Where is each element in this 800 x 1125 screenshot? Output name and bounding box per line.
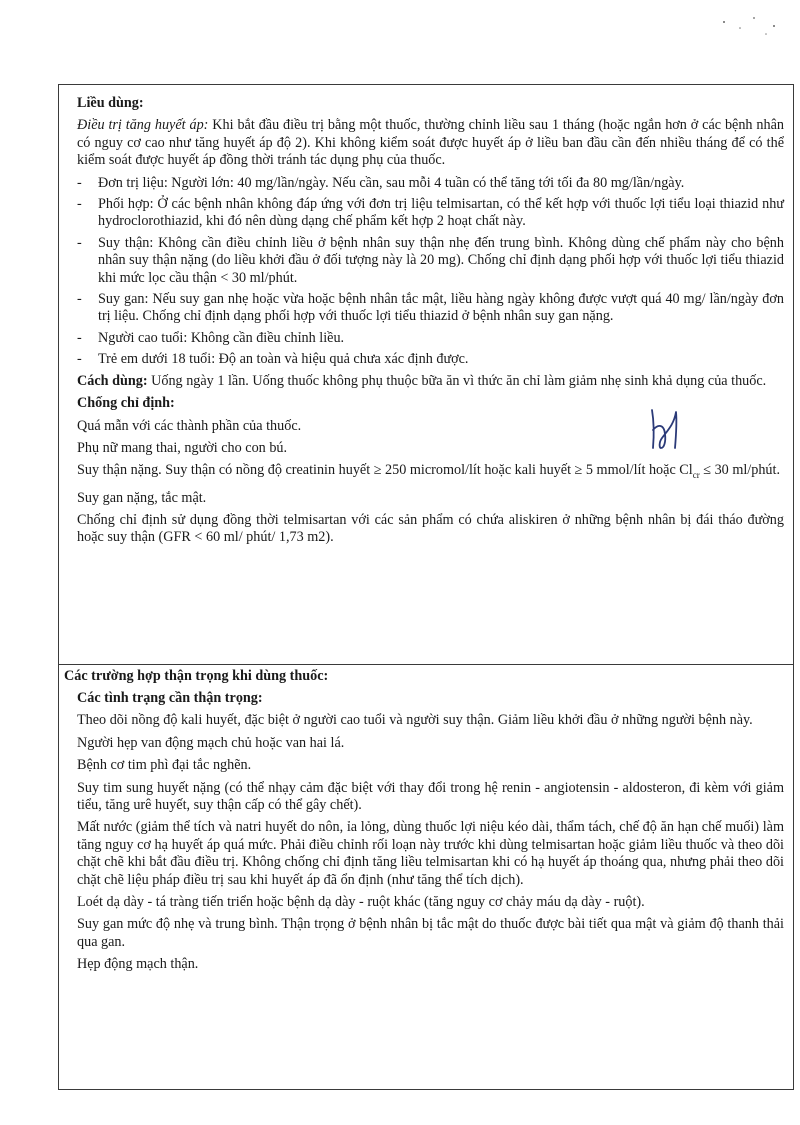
section-divider: [58, 664, 794, 665]
precautions-section: [77, 690, 784, 979]
list-item: - Phối hợp: Ở các bệnh nhân không đáp ứng với đơn trị liệu telmisartan, có thể kết hợp với thuốc lợi tiểu loại thiazid như hydroclorothiazid, khi đó nên dùng dạng chế phẩm kết hợp 2 hoạt chất này.: [77, 196, 784, 231]
scan-specks: [720, 12, 780, 38]
contraindication-item: [77, 462, 784, 484]
hypertension-text: Khi bắt đầu điều trị bằng một thuốc, thường chỉnh liều sau 1 tháng (hoặc ngắn hơn ở các bệnh nhân có nguy cơ cao như tăng huyết áp độ 2). Khi không kiểm soát được huyết áp ở liều ban đầu cần đến nhiều tháng để có thể kiểm soát được huyết áp đồng thời tránh tác dụng phụ của thuốc.: [77, 117, 784, 169]
precaution-item: Hẹp động mạch thận.: [77, 956, 199, 973]
precaution-item: Mất nước (giảm thể tích và natri huyết do nôn, ỉa lỏng, dùng thuốc lợi niệu kéo dài, thẩm tách, chế độ ăn hạn chế muối) làm tăng nguy cơ hạ huyết áp quá mức. Phải điều chỉnh rối loạn này trước khi dùng telmisartan hoặc giảm liều thuốc và theo dõi chặt chẽ khi bắt đầu điều trị. Không chống chỉ định tăng liều telmisartan khi có hạ huyết áp thoáng qua, nhưng phải theo dõi chặt chẽ liệu pháp điều trị sau khi huyết áp đã ổn định (như tăng thể tích dịch).: [77, 819, 784, 888]
precautions-subheading: Các tình trạng cần thận trọng:: [77, 690, 263, 706]
precaution-item: Bệnh cơ tim phì đại tắc nghẽn.: [77, 757, 252, 774]
dosage-section: [77, 95, 784, 552]
precaution-item: Loét dạ dày - tá tràng tiến triển hoặc bệnh dạ dày - ruột khác (tăng nguy cơ chảy máu dạ dày - ruột).: [77, 894, 645, 911]
precautions-heading: Các trường hợp thận trọng khi dùng thuốc:: [64, 668, 329, 684]
list-item: - Suy gan: Nếu suy gan nhẹ hoặc vừa hoặc bệnh nhân tắc mật, liều hàng ngày không được vượt quá 40 mg/ lần/ngày đơn trị liệu. Chống chỉ định dạng phối hợp với thuốc lợi tiểu thiazid ở bệnh nhân suy gan nặng.: [77, 291, 784, 326]
contraindication-text: ≤ 30 ml/phút.: [699, 462, 781, 479]
precaution-item: Theo dõi nồng độ kali huyết, đặc biệt ở người cao tuổi và người suy thận. Giảm liều khởi đầu ở những người bệnh này.: [77, 712, 753, 729]
hypertension-label: Điều trị tăng huyết áp:: [77, 117, 209, 134]
precaution-item: Người hẹp van động mạch chủ hoặc van hai lá.: [77, 734, 345, 751]
contraindication-item: Chống chỉ định sử dụng đồng thời telmisartan với các sản phẩm có chứa aliskiren ở những bệnh nhân bị đái tháo đường hoặc suy thận (GFR < 60 ml/ phút/ 1,73 m2).: [77, 511, 784, 546]
usage-text: Uống ngày 1 lần. Uống thuốc không phụ thuộc bữa ăn vì thức ăn chỉ làm giảm nhẹ sinh khả dụng của thuốc.: [147, 372, 767, 389]
dosage-heading: Liều dùng:: [77, 95, 144, 111]
list-item: - Trẻ em dưới 18 tuổi: Độ an toàn và hiệu quả chưa xác định được.: [77, 351, 784, 368]
contraindication-item: Suy gan nặng, tắc mật.: [77, 489, 207, 506]
precaution-item: Suy gan mức độ nhẹ và trung bình. Thận trọng ở bệnh nhân bị tắc mật do thuốc được bài tiết qua mật và giảm độ thanh thải qua gan.: [77, 916, 784, 950]
hypertension-paragraph: [77, 117, 784, 169]
list-item: - Suy thận: Không cần điều chỉnh liều ở bệnh nhân suy thận nhẹ đến trung bình. Không dùng chế phẩm này cho bệnh nhân suy thận nặng (do liều khởi đầu ở đối tượng này là 20 mg). Chống chỉ định dạng phối hợp với thuốc lợi tiểu thiazid khi mức lọc cầu thận < 30 ml/phút.: [77, 235, 784, 287]
contraindications-heading: Chống chỉ định:: [77, 395, 175, 412]
contraindication-item: Quá mẫn với các thành phần của thuốc.: [77, 417, 302, 434]
contraindication-text: Suy thận nặng. Suy thận có nồng độ creatinin huyết ≥ 250 micromol/lít hoặc kali huyết ≥ 5 mmol/lít hoặc Cl: [77, 462, 693, 479]
usage-label: Cách dùng:: [77, 372, 148, 389]
handwritten-signature: [648, 404, 692, 454]
list-item: - Người cao tuổi: Không cần điều chỉnh liều.: [77, 330, 784, 347]
clearance-subscript: cr: [692, 470, 700, 481]
dosage-list: [77, 175, 784, 369]
contraindication-item: Phụ nữ mang thai, người cho con bú.: [77, 439, 288, 456]
list-item: - Đơn trị liệu: Người lớn: 40 mg/lần/ngày. Nếu cần, sau mỗi 4 tuần có thể tăng tới tối đa 80 mg/lần/ngày.: [77, 175, 784, 192]
usage-paragraph: [77, 373, 784, 390]
precaution-item: Suy tim sung huyết nặng (có thể nhạy cảm đặc biệt với thay đổi trong hệ renin - angiotensin - aldosteron, đi kèm với giảm tiểu, tăng urê huyết, suy thận cấp có thể gây chết).: [77, 779, 784, 814]
